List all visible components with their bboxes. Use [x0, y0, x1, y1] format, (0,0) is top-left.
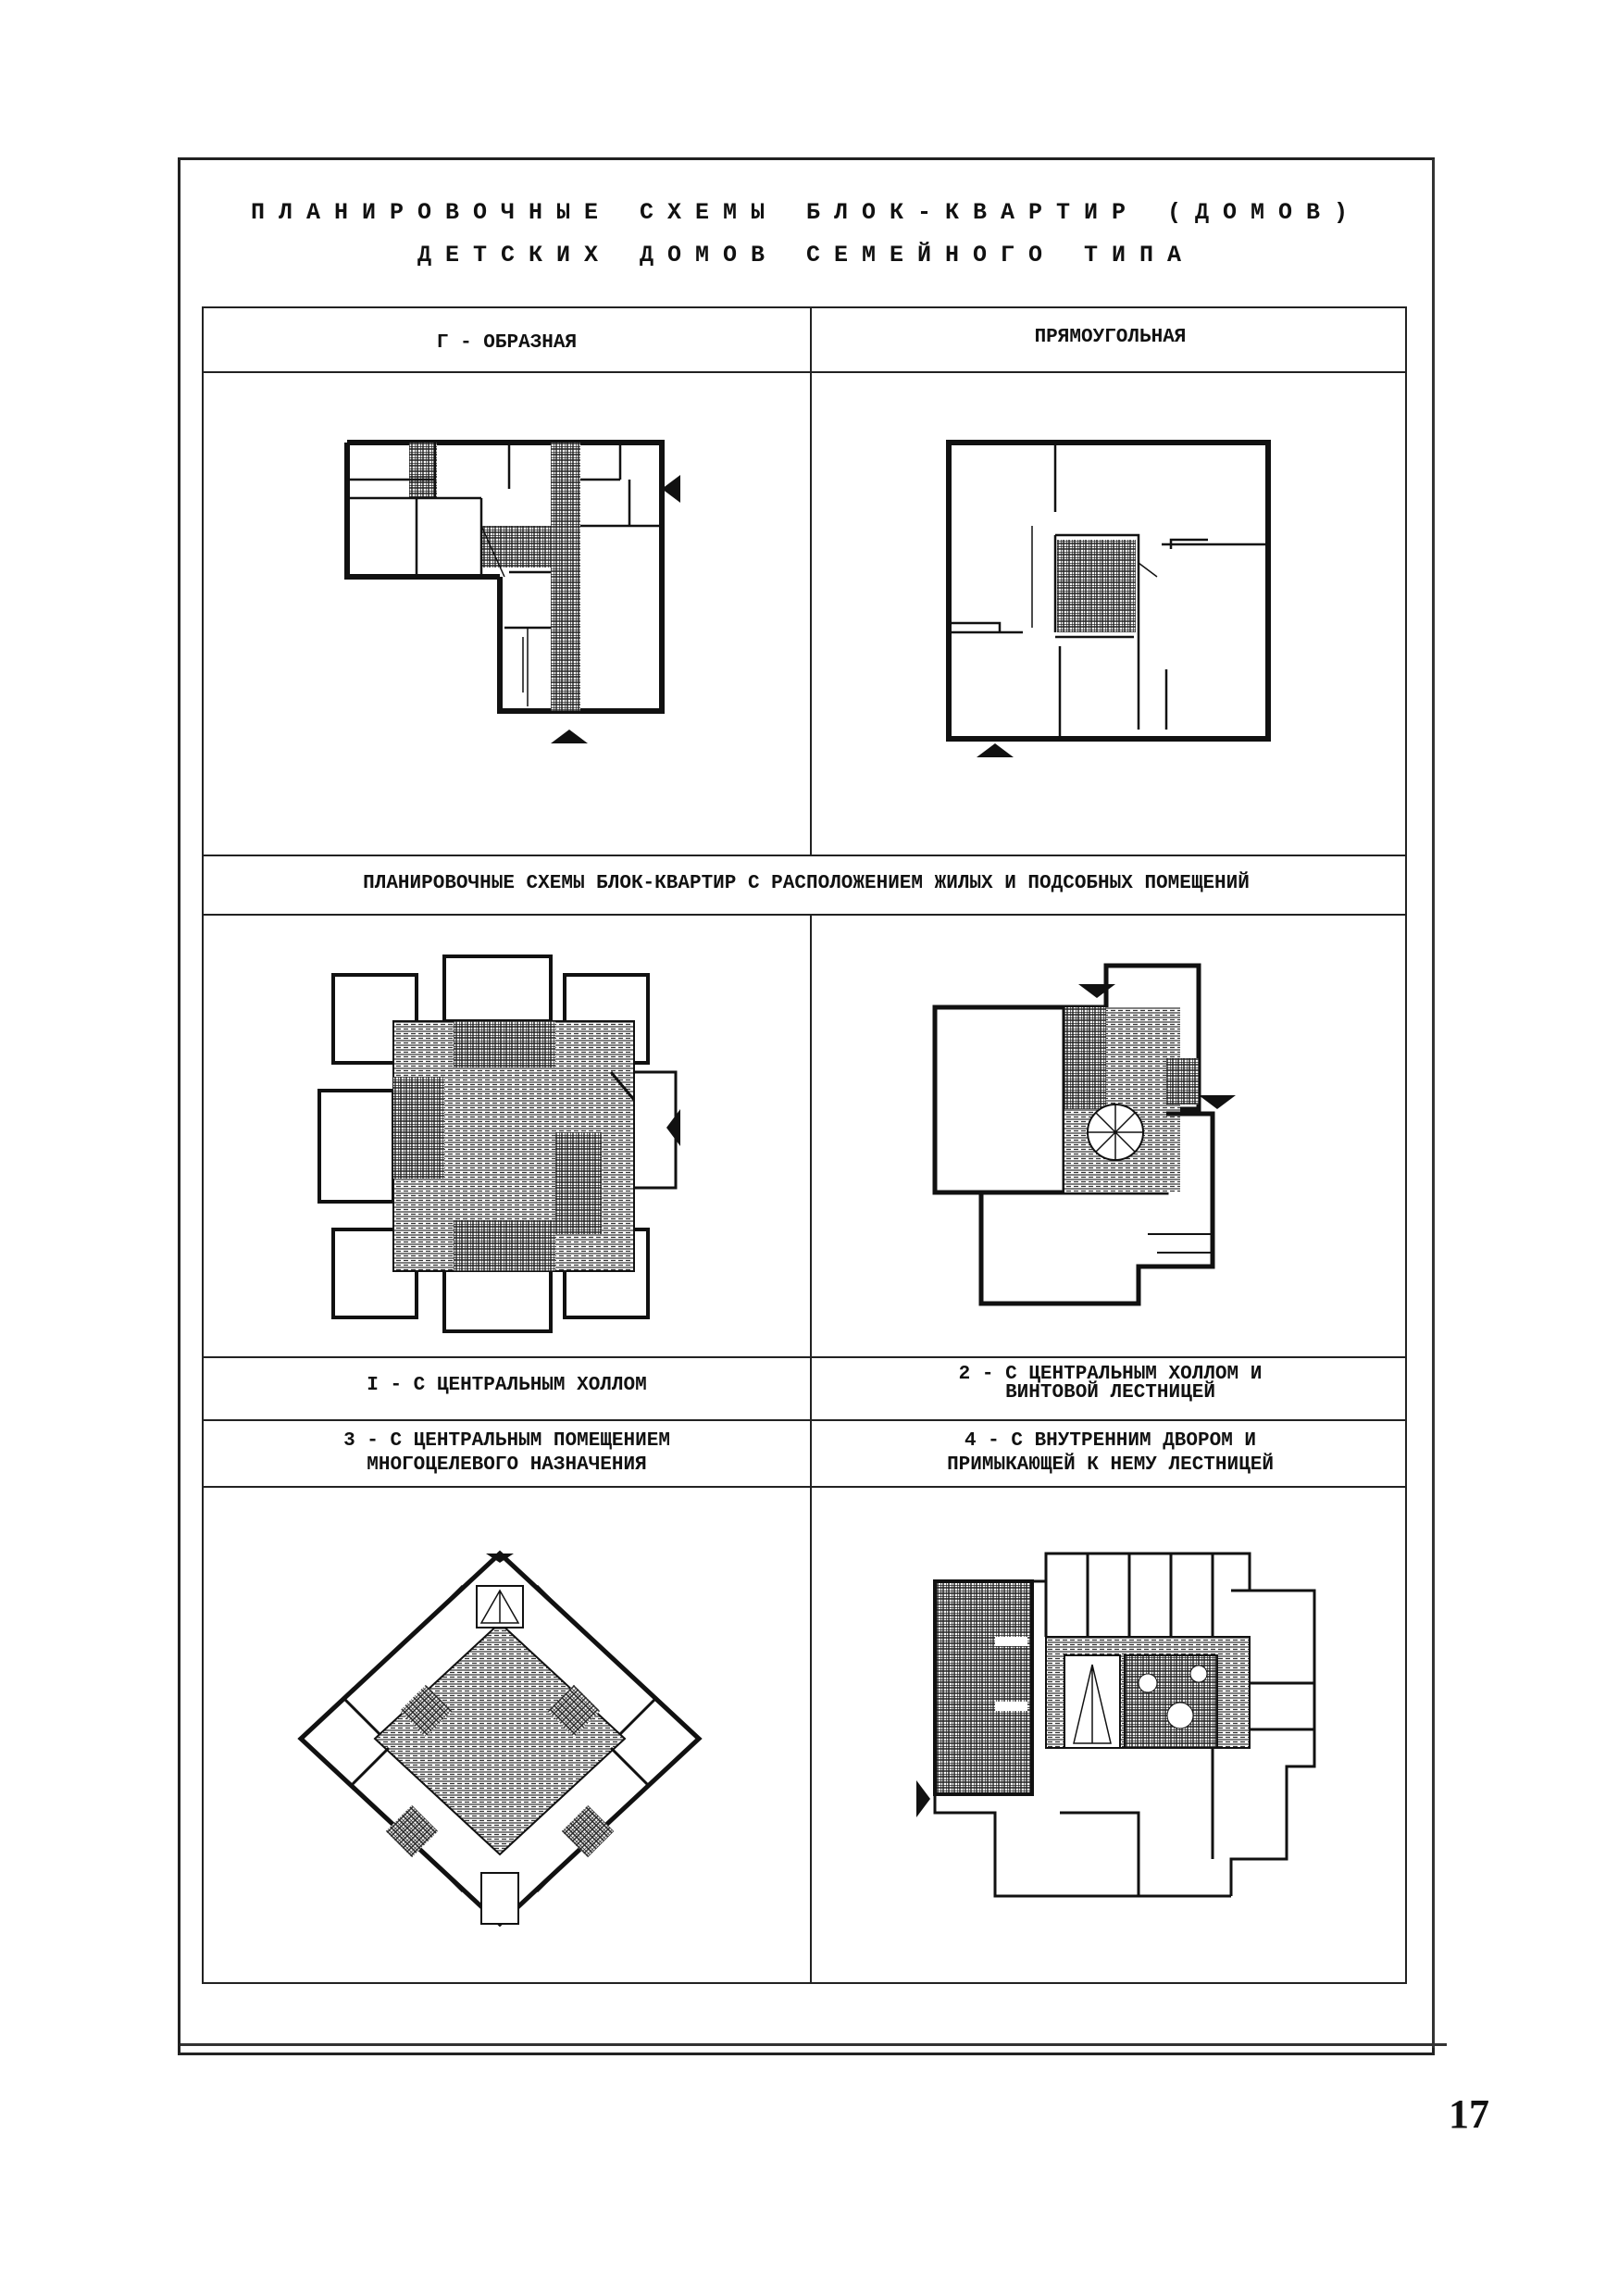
rule-captions-mid	[204, 1419, 1405, 1421]
sheet-title-line-2: ДЕТСКИХ ДОМОВ СЕМЕЙНОГО ТИПА	[417, 242, 1196, 268]
divider-top	[810, 308, 812, 855]
page-number: 17	[1449, 2091, 1489, 2137]
caption-plan-2-line-1: 2 - С ЦЕНТРАЛЬНЫМ ХОЛЛОМ И	[958, 1364, 1263, 1385]
plan-multipurpose-center	[287, 1535, 713, 1942]
caption-plan-2-line-2: ВИНТОВОЙ ЛЕСТНИЦЕЙ	[1005, 1382, 1215, 1404]
plan-central-hall	[315, 952, 685, 1341]
document-sheet	[178, 157, 1435, 2055]
rule-section-top	[204, 855, 1405, 856]
rule-header	[204, 371, 1405, 373]
rule-captions-bottom	[204, 1486, 1405, 1488]
section-title: ПЛАНИРОВОЧНЫЕ СХЕМЫ БЛОК-КВАРТИР С РАСПОЛОЖЕНИЕМ ЖИЛЫХ И ПОДСОБНЫХ ПОМЕЩЕНИЙ	[363, 873, 1250, 894]
plan-l-shaped	[342, 424, 694, 813]
sheet-edge-bottom	[180, 2043, 1447, 2046]
rule-captions-top	[204, 1356, 1405, 1358]
caption-plan-4-line-2: ПРИМЫКАЮЩЕЙ К НЕМУ ЛЕСТНИЦЕЙ	[947, 1454, 1274, 1476]
sheet-edge-right	[1432, 159, 1435, 2048]
caption-plan-4-line-1: 4 - С ВНУТРЕННИМ ДВОРОМ И	[964, 1430, 1257, 1452]
caption-plan-3-line-1: 3 - С ЦЕНТРАЛЬНЫМ ПОМЕЩЕНИЕМ	[343, 1430, 670, 1452]
plan-inner-courtyard	[907, 1535, 1342, 1942]
caption-plan-3-line-2: МНОГОЦЕЛЕВОГО НАЗНАЧЕНИЯ	[367, 1454, 647, 1476]
rule-section-bottom	[204, 914, 1405, 916]
plan-central-hall-spiral-stair	[926, 956, 1314, 1345]
caption-plan-1: I - С ЦЕНТРАЛЬНЫМ ХОЛЛОМ	[367, 1375, 647, 1396]
plans-table	[202, 306, 1407, 1984]
sheet-title-line-1: ПЛАНИРОВОЧНЫЕ СХЕМЫ БЛОК-КВАРТИР (ДОМОВ)	[250, 199, 1363, 226]
column-header-rectangular: ПРЯМОУГОЛЬНАЯ	[1034, 327, 1187, 348]
plan-rectangular	[944, 424, 1296, 813]
column-header-l-shaped: Г - ОБРАЗНАЯ	[436, 332, 578, 354]
